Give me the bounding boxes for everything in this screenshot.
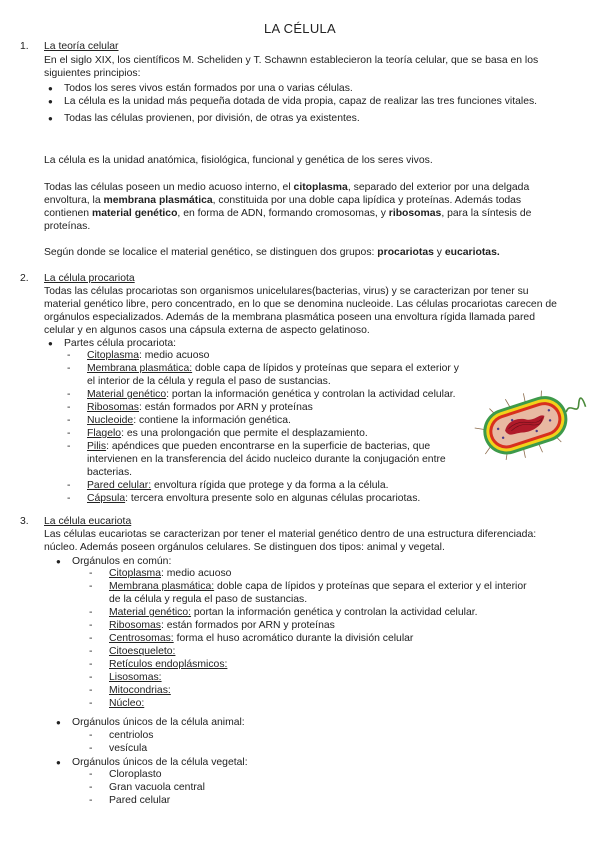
- organelle-item: [86, 619, 540, 632]
- plant-organelles-label: ● Orgánulos únicos de la célula vegetal:: [72, 756, 248, 769]
- page-title: LA CÉLULA: [263, 21, 337, 36]
- common-organelles-label: ● Orgánulos en común:: [72, 555, 171, 568]
- organelle-term: Retículos endoplásmicos:: [109, 659, 228, 670]
- part-desc: : portan la información genética y controlan la actividad celular.: [166, 389, 456, 400]
- organelle-desc: forma el huso acromático durante la división celular: [173, 633, 414, 644]
- organelle-item: [86, 684, 540, 697]
- organelle-term: Centrosomas:: [109, 633, 174, 644]
- organelle-term: Membrana plasmática:: [109, 581, 215, 592]
- part-desc: : están formados por ARN y proteínas: [138, 402, 313, 413]
- principle-item: ● Todos los seres vivos están formados por una o varias células.: [44, 82, 560, 95]
- section-2-heading: [20, 272, 135, 285]
- animal-organelle-item: - centriolos: [86, 729, 386, 742]
- animal-organelles-list: [86, 729, 386, 755]
- text-run: Según donde se localice el material genético, se distinguen dos grupos:: [44, 247, 378, 258]
- animal-organelle-item: - vesícula: [86, 742, 386, 755]
- section-3-number: 3.: [20, 516, 29, 527]
- organelle-desc: doble capa de lípidos y proteínas que separa el exterior y el interior de la célula y regula el paso de sustancias.: [109, 581, 527, 605]
- organelle-term: Citoesqueleto:: [109, 646, 176, 657]
- part-desc: envoltura rígida que protege y da forma a la célula.: [151, 480, 389, 491]
- part-desc: : tercera envoltura presente solo en algunas células procariotas.: [125, 493, 421, 504]
- organelle-item: [86, 632, 540, 645]
- part-item: [64, 362, 460, 388]
- part-desc: doble capa de lípidos y proteínas que separa el exterior y el interior de la célula y regula el paso de sustancias.: [87, 363, 459, 387]
- organelle-item: [86, 567, 540, 580]
- bold-term: membrana plasmática: [103, 195, 213, 206]
- text-run: Todas las células poseen un medio acuoso interno, el: [44, 182, 294, 193]
- organelle-desc: : medio acuoso: [160, 568, 232, 579]
- part-item: [64, 492, 460, 505]
- plant-organelle-item: - Cloroplasto: [86, 768, 386, 781]
- part-term: Citoplasma: [87, 350, 139, 361]
- section-1-number: 1.: [20, 41, 29, 52]
- section-1-title: La teoría celular: [44, 41, 119, 52]
- organelle-item: [86, 697, 540, 710]
- part-term: Nucleoide: [87, 415, 134, 426]
- prokaryote-parts-label: ● Partes célula procariota:: [64, 337, 176, 350]
- principle-item: ● La célula es la unidad más pequeña dotada de vida propia, capaz de realizar las tres funciones vitales.: [44, 95, 560, 108]
- part-term: Cápsula: [87, 493, 126, 504]
- bold-term: ribosomas: [388, 208, 442, 219]
- organelle-item: [86, 658, 540, 671]
- section-3-heading: [20, 515, 131, 528]
- prokaryotic-cell-illustration: [470, 376, 588, 468]
- principle-item: ● Todas las células provienen, por división, de otras ya existentes.: [44, 112, 560, 125]
- part-term: Membrana plasmática:: [87, 363, 193, 374]
- part-term: Ribosomas: [87, 402, 139, 413]
- common-organelles-list: [86, 567, 540, 710]
- bold-term: eucariotas.: [444, 247, 500, 258]
- organelle-term: Material genético:: [109, 607, 192, 618]
- organelle-item: [86, 580, 540, 606]
- plant-organelle-item: - Pared celular: [86, 794, 386, 807]
- part-desc: : apéndices que pueden encontrarse en la superficie de bacterias, que intervienen en la transferencia del ácido nucleico durante la conjugación entre bacterias.: [87, 441, 446, 478]
- theory-principles-list: [44, 82, 560, 125]
- section-1-heading: [20, 40, 119, 53]
- text-run: y: [433, 247, 445, 258]
- organelle-item: [86, 671, 540, 684]
- part-term: Pared celular:: [87, 480, 152, 491]
- organelle-term: Mitocondrias:: [109, 685, 171, 696]
- part-item: [64, 414, 460, 427]
- prokaryote-parts-list: [64, 349, 460, 505]
- text-run: , en forma de ADN, formando cromosomas, y: [177, 208, 389, 219]
- section-2-number: 2.: [20, 273, 29, 284]
- part-term: Material genético: [87, 389, 167, 400]
- part-item: [64, 440, 460, 479]
- organelle-term: Núcleo:: [109, 698, 145, 709]
- section-3-intro: Las células eucariotas se caracterizan por tener el material genético dentro de una estructura diferenciada: núcleo. Además poseen orgánulos celulares. Se distinguen dos tipos: animal y vegetal.: [44, 529, 537, 553]
- part-item: [64, 401, 460, 414]
- plant-organelle-item: - Gran vacuola central: [86, 781, 386, 794]
- organelle-desc: portan la información genética y controlan la actividad celular.: [191, 607, 478, 618]
- organelle-item: [86, 645, 540, 658]
- part-desc: : es una prolongación que permite el desplazamiento.: [121, 428, 368, 439]
- bold-term: citoplasma: [293, 182, 348, 193]
- organelle-desc: : están formados por ARN y proteínas: [160, 620, 335, 631]
- text-run: , para la síntesis de proteínas.: [44, 208, 532, 232]
- section-1-components-paragraph: [44, 181, 564, 233]
- plant-organelles-list: [86, 768, 386, 807]
- part-desc: : contiene la información genética.: [133, 415, 291, 426]
- bold-term: material genético: [91, 208, 178, 219]
- organelle-term: Citoplasma: [109, 568, 161, 579]
- section-1-groups-paragraph: [44, 246, 564, 259]
- part-term: Pilis: [87, 441, 107, 452]
- section-1-definition: La célula es la unidad anatómica, fisiológica, funcional y genética de los seres vivos.: [44, 155, 433, 166]
- section-2-title: La célula procariota: [44, 273, 135, 284]
- text-run: , constituida por una doble capa lipídica y proteínas. Además todas contienen: [44, 195, 522, 219]
- text-run: , separado del exterior por una delgada envoltura, la: [44, 182, 530, 206]
- section-3-title: La célula eucariota: [44, 516, 132, 527]
- part-item: [64, 479, 460, 492]
- section-2-intro: Todas las células procariotas son organismos unicelulares(bacterias, virus) y se caracterizan por tener su material genético libre, pero concentrado, en lo que se denomina nucleoide. Las células procariotas carecen de orgánulos especializados. Además de la membrana plasmática poseen una envoltura rígida llamada pared celular y en algunos casos una cápsula externa de aspecto gelatinoso.: [44, 286, 557, 336]
- organelle-term: Ribosomas: [109, 620, 161, 631]
- section-1-intro: En el siglo XIX, los científicos M. Scheliden y T. Schawnn establecieron la teoría celular, que se basa en los siguientes principios:: [44, 55, 539, 79]
- organelle-term: Lisosomas:: [109, 672, 162, 683]
- part-item: [64, 388, 460, 401]
- part-item: [64, 349, 460, 362]
- organelle-item: [86, 606, 540, 619]
- bold-term: procariotas: [377, 247, 434, 258]
- part-desc: : medio acuoso: [138, 350, 210, 361]
- part-item: [64, 427, 460, 440]
- part-term: Flagelo: [87, 428, 122, 439]
- animal-organelles-label: ● Orgánulos únicos de la célula animal:: [72, 716, 245, 729]
